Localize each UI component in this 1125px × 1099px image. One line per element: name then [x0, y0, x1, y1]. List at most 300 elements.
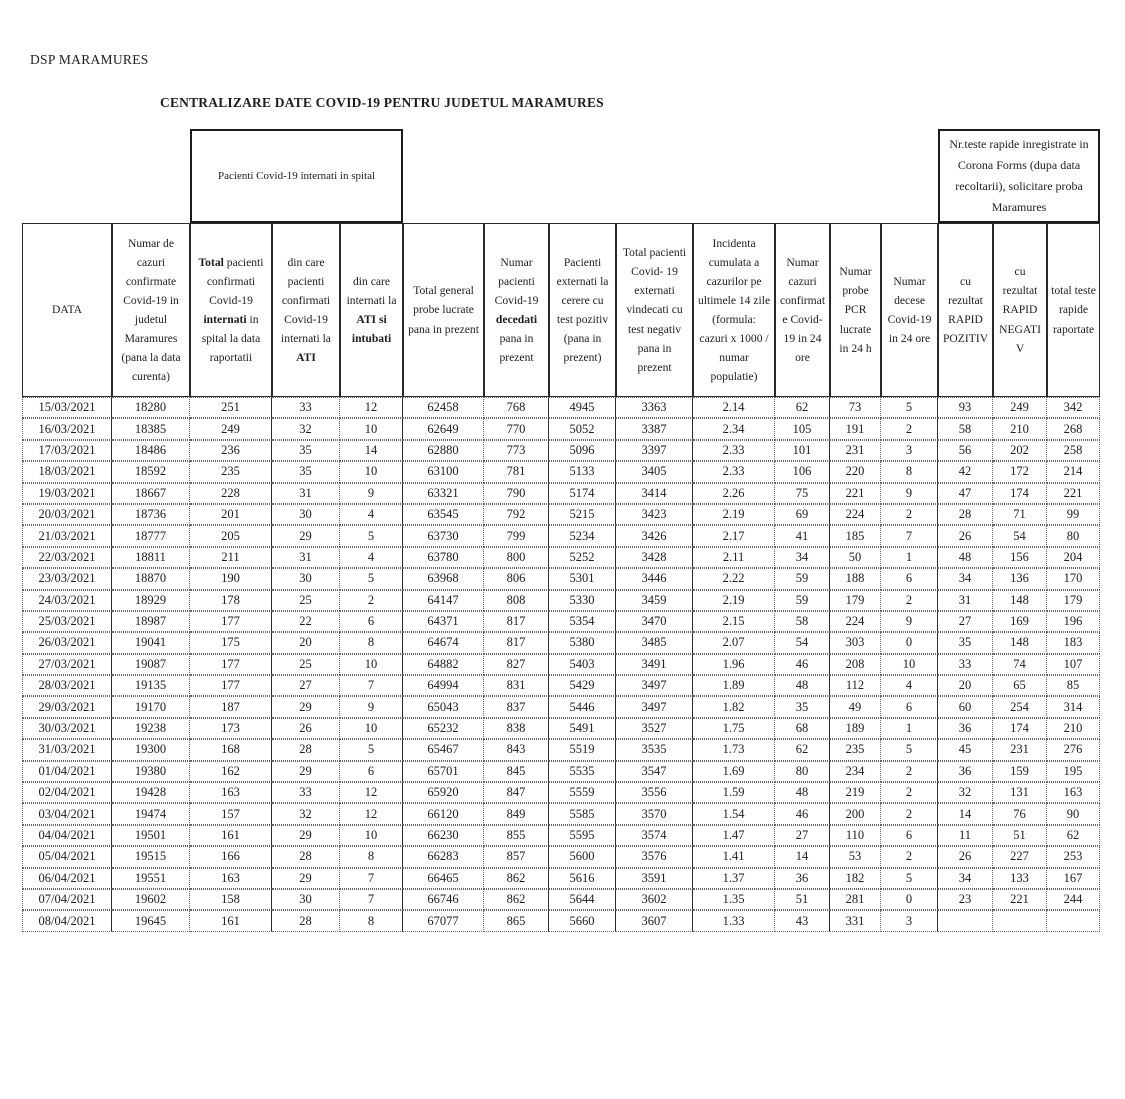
data-cell-decese-24h: 2: [881, 782, 938, 803]
col-header-incidenta-14-zile: [693, 223, 775, 397]
data-cell-externati-cerere: 5491: [549, 718, 616, 739]
data-cell-incidenta-14-zile: 1.35: [693, 889, 775, 910]
data-cell-cazuri-confirmate-total: 19474: [112, 803, 190, 824]
data-cell-decese-24h: 0: [881, 632, 938, 653]
data-cell-decese-24h: 3: [881, 440, 938, 461]
data-cell-externati-cerere: 5403: [549, 654, 616, 675]
data-cell-probe-total: 63780: [403, 547, 484, 568]
data-cell-internati-ati: 32: [272, 418, 340, 439]
data-cell-cazuri-confirmate-total: 19380: [112, 761, 190, 782]
data-cell-probe-total: 62458: [403, 397, 484, 418]
data-cell-ati-intubati: 10: [340, 718, 403, 739]
data-cell-internati-spital: 161: [190, 825, 272, 846]
data-cell-probe-total: 66746: [403, 889, 484, 910]
row-date: 24/03/2021: [22, 590, 112, 611]
data-cell-ati-intubati: 6: [340, 611, 403, 632]
row-date: 21/03/2021: [22, 525, 112, 546]
data-cell-internati-spital: 177: [190, 654, 272, 675]
col-header-text: DATA: [52, 303, 82, 317]
data-cell-ati-intubati: 10: [340, 654, 403, 675]
row-date: 06/04/2021: [22, 868, 112, 889]
col-header-text: Incidenta cumulata a cazurilor pe ultimele 14 zile (formula: cazuri x 1000 / numar populatie): [697, 236, 771, 384]
data-cell-cazuri-24h: 59: [775, 590, 830, 611]
data-cell-rapid-pozitiv: 34: [938, 868, 993, 889]
data-cell-cazuri-confirmate-total: 18385: [112, 418, 190, 439]
data-cell-internati-spital: 161: [190, 910, 272, 931]
data-cell-externati-vindecati: 3527: [616, 718, 693, 739]
data-cell-cazuri-confirmate-total: 18811: [112, 547, 190, 568]
data-cell-rapid-negativ: 156: [993, 547, 1047, 568]
data-cell-externati-vindecati: 3459: [616, 590, 693, 611]
col-header-text: total teste rapide raportate: [1051, 284, 1096, 336]
data-cell-decese-24h: 2: [881, 504, 938, 525]
data-cell-incidenta-14-zile: 2.19: [693, 504, 775, 525]
data-cell-rapid-negativ: 159: [993, 761, 1047, 782]
data-cell-cazuri-confirmate-total: 18929: [112, 590, 190, 611]
table-row: [22, 418, 1100, 439]
org-name: DSP MARAMURES: [30, 52, 149, 67]
data-cell-teste-rapide-total: 107: [1047, 654, 1100, 675]
table-row: [22, 825, 1100, 846]
col-header-text: Pacienti externati la cerere cu test pozitiv (pana in prezent): [556, 255, 609, 365]
data-cell-incidenta-14-zile: 1.59: [693, 782, 775, 803]
data-cell-cazuri-24h: 36: [775, 868, 830, 889]
data-cell-ati-intubati: 9: [340, 696, 403, 717]
data-cell-externati-vindecati: 3491: [616, 654, 693, 675]
data-cell-incidenta-14-zile: 1.89: [693, 675, 775, 696]
data-cell-decese-24h: 2: [881, 803, 938, 824]
data-cell-probe-pcr-24h: 224: [830, 504, 881, 525]
data-cell-ati-intubati: 4: [340, 504, 403, 525]
data-cell-probe-pcr-24h: 235: [830, 739, 881, 760]
data-cell-probe-pcr-24h: 221: [830, 483, 881, 504]
data-cell-cazuri-confirmate-total: 19300: [112, 739, 190, 760]
table-row: [22, 675, 1100, 696]
data-cell-decedati-total: 827: [484, 654, 549, 675]
data-cell-cazuri-confirmate-total: 18486: [112, 440, 190, 461]
row-date: 28/03/2021: [22, 675, 112, 696]
data-cell-incidenta-14-zile: 2.07: [693, 632, 775, 653]
data-cell-ati-intubati: 7: [340, 868, 403, 889]
data-cell-teste-rapide-total: 179: [1047, 590, 1100, 611]
col-header-internati-ati: [272, 223, 340, 397]
data-cell-teste-rapide-total: 170: [1047, 568, 1100, 589]
data-cell-externati-cerere: 5446: [549, 696, 616, 717]
data-cell-internati-ati: 29: [272, 696, 340, 717]
data-cell-ati-intubati: 9: [340, 483, 403, 504]
row-date: 04/04/2021: [22, 825, 112, 846]
table-row: [22, 718, 1100, 739]
data-cell-rapid-pozitiv: 11: [938, 825, 993, 846]
data-cell-externati-cerere: 5052: [549, 418, 616, 439]
data-cell-decese-24h: 7: [881, 525, 938, 546]
data-cell-rapid-negativ: [993, 910, 1047, 931]
data-cell-internati-ati: 26: [272, 718, 340, 739]
data-cell-externati-vindecati: 3485: [616, 632, 693, 653]
data-cell-rapid-negativ: 136: [993, 568, 1047, 589]
data-cell-internati-spital: 190: [190, 568, 272, 589]
data-cell-externati-cerere: 5252: [549, 547, 616, 568]
data-cell-internati-ati: 31: [272, 547, 340, 568]
table-body: [22, 397, 1100, 932]
data-cell-internati-ati: 28: [272, 910, 340, 931]
table-row: [22, 461, 1100, 482]
data-cell-incidenta-14-zile: 2.19: [693, 590, 775, 611]
table-row: [22, 440, 1100, 461]
data-cell-probe-pcr-24h: 112: [830, 675, 881, 696]
data-cell-cazuri-confirmate-total: 19515: [112, 846, 190, 867]
col-header-internati-spital: [190, 223, 272, 397]
data-cell-teste-rapide-total: 163: [1047, 782, 1100, 803]
data-cell-cazuri-24h: 51: [775, 889, 830, 910]
row-date: 18/03/2021: [22, 461, 112, 482]
data-cell-cazuri-confirmate-total: 19501: [112, 825, 190, 846]
data-cell-decedati-total: 865: [484, 910, 549, 931]
data-cell-externati-vindecati: 3414: [616, 483, 693, 504]
data-cell-probe-pcr-24h: 281: [830, 889, 881, 910]
data-cell-rapid-pozitiv: 35: [938, 632, 993, 653]
data-cell-decedati-total: 792: [484, 504, 549, 525]
data-cell-rapid-negativ: 169: [993, 611, 1047, 632]
data-cell-cazuri-24h: 80: [775, 761, 830, 782]
data-cell-rapid-pozitiv: 45: [938, 739, 993, 760]
data-cell-decedati-total: 862: [484, 889, 549, 910]
data-cell-probe-pcr-24h: 200: [830, 803, 881, 824]
data-cell-rapid-pozitiv: 20: [938, 675, 993, 696]
data-cell-incidenta-14-zile: 1.33: [693, 910, 775, 931]
data-cell-incidenta-14-zile: 1.47: [693, 825, 775, 846]
data-cell-cazuri-confirmate-total: 19645: [112, 910, 190, 931]
col-header-externati-cerere: [549, 223, 616, 397]
data-cell-probe-pcr-24h: 208: [830, 654, 881, 675]
data-cell-rapid-negativ: 51: [993, 825, 1047, 846]
data-cell-probe-pcr-24h: 185: [830, 525, 881, 546]
data-cell-cazuri-confirmate-total: 18736: [112, 504, 190, 525]
data-cell-externati-vindecati: 3405: [616, 461, 693, 482]
data-cell-probe-pcr-24h: 234: [830, 761, 881, 782]
data-cell-teste-rapide-total: 204: [1047, 547, 1100, 568]
data-cell-ati-intubati: 5: [340, 525, 403, 546]
data-cell-probe-pcr-24h: 231: [830, 440, 881, 461]
data-cell-internati-ati: 28: [272, 846, 340, 867]
col-header-probe-pcr-24h: [830, 223, 881, 397]
data-cell-internati-spital: 163: [190, 868, 272, 889]
data-cell-probe-pcr-24h: 220: [830, 461, 881, 482]
data-cell-decedati-total: 847: [484, 782, 549, 803]
data-cell-rapid-negativ: 221: [993, 889, 1047, 910]
data-cell-decese-24h: 2: [881, 846, 938, 867]
data-cell-ati-intubati: 12: [340, 782, 403, 803]
data-cell-teste-rapide-total: 314: [1047, 696, 1100, 717]
data-cell-internati-spital: 168: [190, 739, 272, 760]
col-header-text: pacienti confirmati Covid-19: [206, 255, 264, 307]
group-header-row: [22, 129, 1100, 223]
data-cell-cazuri-24h: 41: [775, 525, 830, 546]
data-cell-cazuri-24h: 35: [775, 696, 830, 717]
col-header-text: in spital la data raportatii: [201, 313, 261, 365]
table-row: [22, 568, 1100, 589]
data-cell-teste-rapide-total: 80: [1047, 525, 1100, 546]
data-cell-probe-total: 65043: [403, 696, 484, 717]
data-cell-internati-spital: 201: [190, 504, 272, 525]
data-cell-externati-vindecati: 3607: [616, 910, 693, 931]
data-cell-internati-ati: 29: [272, 761, 340, 782]
data-cell-externati-vindecati: 3535: [616, 739, 693, 760]
data-cell-internati-ati: 30: [272, 889, 340, 910]
table-row: [22, 782, 1100, 803]
data-cell-externati-vindecati: 3570: [616, 803, 693, 824]
data-cell-externati-vindecati: 3397: [616, 440, 693, 461]
col-header-probe-total: [403, 223, 484, 397]
data-cell-probe-total: 64147: [403, 590, 484, 611]
row-date: 07/04/2021: [22, 889, 112, 910]
data-cell-probe-pcr-24h: 110: [830, 825, 881, 846]
data-cell-rapid-pozitiv: 27: [938, 611, 993, 632]
data-cell-decedati-total: 831: [484, 675, 549, 696]
table-row: [22, 590, 1100, 611]
col-header-text: ATI: [296, 351, 316, 365]
data-cell-externati-vindecati: 3602: [616, 889, 693, 910]
data-cell-externati-vindecati: 3423: [616, 504, 693, 525]
col-header-rapid-pozitiv: [938, 223, 993, 397]
data-cell-internati-spital: 162: [190, 761, 272, 782]
data-cell-externati-cerere: 4945: [549, 397, 616, 418]
col-header-text: internati: [203, 313, 247, 326]
data-cell-externati-cerere: 5133: [549, 461, 616, 482]
data-cell-decese-24h: 2: [881, 590, 938, 611]
data-cell-internati-spital: 166: [190, 846, 272, 867]
data-cell-rapid-pozitiv: 36: [938, 718, 993, 739]
data-cell-ati-intubati: 7: [340, 889, 403, 910]
data-cell-rapid-negativ: 172: [993, 461, 1047, 482]
data-cell-incidenta-14-zile: 1.75: [693, 718, 775, 739]
data-cell-rapid-negativ: 227: [993, 846, 1047, 867]
data-cell-rapid-pozitiv: 60: [938, 696, 993, 717]
data-cell-decedati-total: 808: [484, 590, 549, 611]
data-cell-internati-spital: 236: [190, 440, 272, 461]
data-cell-decese-24h: 8: [881, 461, 938, 482]
data-cell-decedati-total: 838: [484, 718, 549, 739]
table-row: [22, 761, 1100, 782]
col-header-text: pana in prezent: [499, 332, 534, 365]
data-cell-externati-vindecati: 3387: [616, 418, 693, 439]
col-header-teste-rapide-total: [1047, 223, 1100, 397]
data-cell-cazuri-24h: 62: [775, 739, 830, 760]
data-cell-externati-cerere: 5096: [549, 440, 616, 461]
data-cell-internati-ati: 25: [272, 590, 340, 611]
data-cell-teste-rapide-total: 276: [1047, 739, 1100, 760]
table-row: [22, 611, 1100, 632]
row-date: 22/03/2021: [22, 547, 112, 568]
data-cell-probe-pcr-24h: 189: [830, 718, 881, 739]
data-cell-probe-total: 63968: [403, 568, 484, 589]
col-header-text: Numar de cazuri confirmate Covid-19 in judetul Maramures (pana la data curenta): [121, 236, 181, 384]
data-cell-decese-24h: 9: [881, 611, 938, 632]
table-row: [22, 739, 1100, 760]
data-cell-externati-cerere: 5380: [549, 632, 616, 653]
table-row: [22, 654, 1100, 675]
data-cell-cazuri-24h: 59: [775, 568, 830, 589]
data-cell-rapid-pozitiv: 58: [938, 418, 993, 439]
data-cell-internati-spital: 175: [190, 632, 272, 653]
data-cell-internati-ati: 29: [272, 525, 340, 546]
data-cell-probe-total: 64674: [403, 632, 484, 653]
data-cell-cazuri-confirmate-total: 18777: [112, 525, 190, 546]
data-cell-cazuri-confirmate-total: 19170: [112, 696, 190, 717]
col-header-decedati-total: [484, 223, 549, 397]
data-cell-cazuri-24h: 58: [775, 611, 830, 632]
data-cell-probe-pcr-24h: 188: [830, 568, 881, 589]
data-cell-incidenta-14-zile: 2.26: [693, 483, 775, 504]
data-cell-decese-24h: 3: [881, 910, 938, 931]
col-header-text: Total: [198, 255, 224, 269]
table-row: [22, 889, 1100, 910]
data-cell-cazuri-confirmate-total: 19135: [112, 675, 190, 696]
data-cell-internati-spital: 163: [190, 782, 272, 803]
data-cell-incidenta-14-zile: 2.17: [693, 525, 775, 546]
data-cell-cazuri-24h: 43: [775, 910, 830, 931]
data-cell-cazuri-confirmate-total: 18280: [112, 397, 190, 418]
data-cell-internati-ati: 22: [272, 611, 340, 632]
col-header-cazuri-confirmate-total: [112, 223, 190, 397]
data-cell-externati-vindecati: 3428: [616, 547, 693, 568]
data-cell-decedati-total: 799: [484, 525, 549, 546]
data-cell-externati-cerere: 5234: [549, 525, 616, 546]
data-cell-decese-24h: 5: [881, 868, 938, 889]
col-header-text: Total pacienti Covid- 19 externati vindecati cu test negativ pana in prezent: [622, 246, 687, 374]
data-cell-incidenta-14-zile: 1.41: [693, 846, 775, 867]
data-cell-cazuri-24h: 106: [775, 461, 830, 482]
data-cell-cazuri-24h: 48: [775, 675, 830, 696]
data-cell-decese-24h: 4: [881, 675, 938, 696]
data-cell-decedati-total: 806: [484, 568, 549, 589]
data-cell-ati-intubati: 14: [340, 440, 403, 461]
data-cell-rapid-pozitiv: 31: [938, 590, 993, 611]
data-cell-probe-pcr-24h: 179: [830, 590, 881, 611]
data-cell-decedati-total: 817: [484, 611, 549, 632]
row-date: 15/03/2021: [22, 397, 112, 418]
col-header-decese-24h: [881, 223, 938, 397]
col-header-text: Numar probe PCR lucrate in 24 h: [839, 265, 872, 355]
data-cell-cazuri-confirmate-total: 18592: [112, 461, 190, 482]
data-cell-internati-ati: 30: [272, 568, 340, 589]
data-cell-incidenta-14-zile: 2.15: [693, 611, 775, 632]
data-cell-decese-24h: 6: [881, 696, 938, 717]
table-row: [22, 483, 1100, 504]
data-cell-incidenta-14-zile: 1.96: [693, 654, 775, 675]
data-cell-rapid-pozitiv: 28: [938, 504, 993, 525]
data-cell-rapid-pozitiv: 14: [938, 803, 993, 824]
data-cell-cazuri-24h: 75: [775, 483, 830, 504]
data-cell-cazuri-24h: 27: [775, 825, 830, 846]
data-cell-incidenta-14-zile: 1.69: [693, 761, 775, 782]
data-cell-decedati-total: 855: [484, 825, 549, 846]
data-cell-probe-total: 65467: [403, 739, 484, 760]
data-cell-internati-spital: 205: [190, 525, 272, 546]
data-cell-probe-pcr-24h: 50: [830, 547, 881, 568]
data-cell-decese-24h: 9: [881, 483, 938, 504]
data-cell-cazuri-confirmate-total: 18667: [112, 483, 190, 504]
data-cell-rapid-pozitiv: [938, 910, 993, 931]
table-row: [22, 397, 1100, 418]
data-cell-internati-ati: 35: [272, 461, 340, 482]
data-cell-internati-ati: 27: [272, 675, 340, 696]
data-cell-probe-pcr-24h: 53: [830, 846, 881, 867]
data-cell-probe-total: 62880: [403, 440, 484, 461]
data-cell-cazuri-24h: 48: [775, 782, 830, 803]
data-cell-internati-ati: 28: [272, 739, 340, 760]
data-cell-decedati-total: 781: [484, 461, 549, 482]
data-cell-probe-total: 63321: [403, 483, 484, 504]
data-cell-ati-intubati: 10: [340, 825, 403, 846]
data-cell-cazuri-confirmate-total: 19041: [112, 632, 190, 653]
data-cell-decedati-total: 768: [484, 397, 549, 418]
data-cell-rapid-pozitiv: 36: [938, 761, 993, 782]
data-cell-probe-total: 63100: [403, 461, 484, 482]
data-cell-probe-total: 66283: [403, 846, 484, 867]
data-cell-ati-intubati: 4: [340, 547, 403, 568]
data-cell-externati-cerere: 5616: [549, 868, 616, 889]
data-cell-probe-total: 63545: [403, 504, 484, 525]
data-cell-externati-cerere: 5519: [549, 739, 616, 760]
data-cell-rapid-negativ: 71: [993, 504, 1047, 525]
data-cell-rapid-pozitiv: 42: [938, 461, 993, 482]
data-cell-cazuri-24h: 101: [775, 440, 830, 461]
row-date: 03/04/2021: [22, 803, 112, 824]
data-cell-ati-intubati: 10: [340, 418, 403, 439]
data-cell-decese-24h: 5: [881, 397, 938, 418]
data-cell-probe-pcr-24h: 303: [830, 632, 881, 653]
data-cell-decedati-total: 817: [484, 632, 549, 653]
data-cell-rapid-pozitiv: 32: [938, 782, 993, 803]
data-cell-internati-spital: 235: [190, 461, 272, 482]
column-header-row: [22, 223, 1100, 397]
data-cell-probe-pcr-24h: 191: [830, 418, 881, 439]
data-cell-cazuri-24h: 34: [775, 547, 830, 568]
data-cell-probe-pcr-24h: 331: [830, 910, 881, 931]
data-cell-incidenta-14-zile: 2.22: [693, 568, 775, 589]
data-cell-internati-ati: 30: [272, 504, 340, 525]
data-cell-externati-vindecati: 3574: [616, 825, 693, 846]
col-header-ati-intubati: [340, 223, 403, 397]
group-header-internati-spital: Pacienti Covid-19 internati in spital: [190, 129, 403, 223]
data-cell-rapid-pozitiv: 26: [938, 846, 993, 867]
data-cell-probe-total: 66465: [403, 868, 484, 889]
data-cell-externati-cerere: 5301: [549, 568, 616, 589]
data-cell-externati-cerere: 5660: [549, 910, 616, 931]
data-cell-teste-rapide-total: 90: [1047, 803, 1100, 824]
col-header-text: din care internati la: [346, 274, 397, 307]
data-cell-rapid-pozitiv: 56: [938, 440, 993, 461]
data-cell-cazuri-confirmate-total: 19428: [112, 782, 190, 803]
page-title: CENTRALIZARE DATE COVID-19 PENTRU JUDETUL MARAMURES: [160, 95, 604, 110]
data-cell-externati-cerere: 5559: [549, 782, 616, 803]
data-cell-decese-24h: 2: [881, 761, 938, 782]
col-header-text: cu rezultat RAPID POZITIV: [942, 274, 989, 346]
data-cell-rapid-negativ: 54: [993, 525, 1047, 546]
data-cell-internati-spital: 157: [190, 803, 272, 824]
data-cell-internati-ati: 35: [272, 440, 340, 461]
col-header-text: din care pacienti confirmati Covid-19 internati la: [281, 255, 331, 346]
table-head: [22, 129, 1100, 397]
data-cell-internati-spital: 228: [190, 483, 272, 504]
data-cell-rapid-pozitiv: 33: [938, 654, 993, 675]
row-date: 01/04/2021: [22, 761, 112, 782]
data-cell-probe-pcr-24h: 182: [830, 868, 881, 889]
data-cell-decese-24h: 5: [881, 739, 938, 760]
table-row: [22, 696, 1100, 717]
data-cell-teste-rapide-total: 196: [1047, 611, 1100, 632]
